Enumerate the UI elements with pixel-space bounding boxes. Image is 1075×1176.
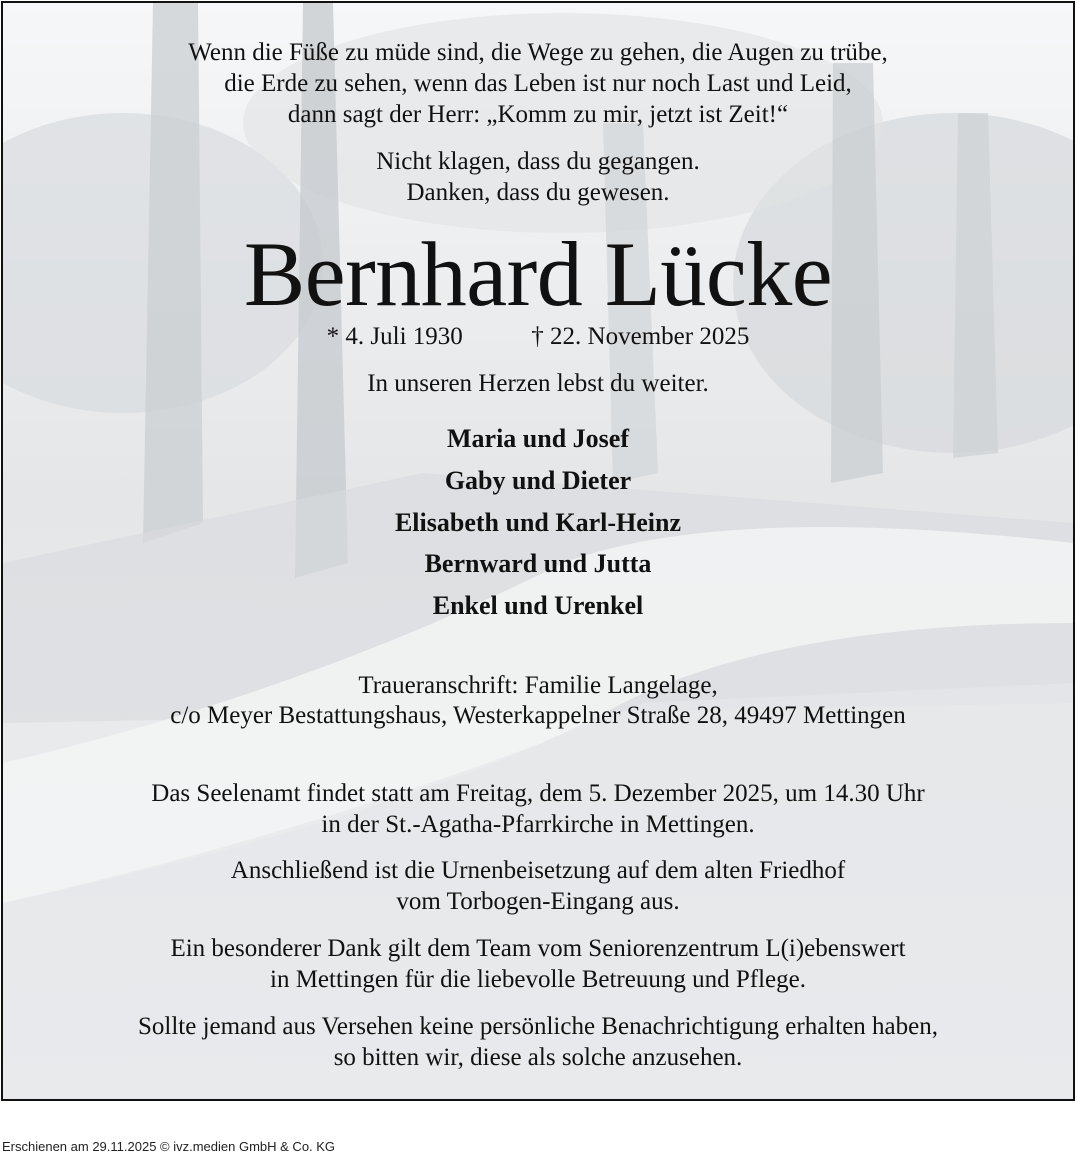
poem-line-2: die Erde zu sehen, wenn das Leben ist nur noch Last und Leid,	[224, 70, 852, 97]
burial-line-1: Anschließend ist die Urnenbeisetzung auf dem alten Friedhof	[230, 857, 846, 884]
family-member: Gaby und Dieter	[444, 466, 632, 495]
birth-date: * 4. Juli 1930	[326, 323, 463, 350]
address-line-1: Traueranschrift: Familie Langelage,	[358, 672, 718, 699]
family-member: Maria und Josef	[447, 424, 629, 453]
poem-line-1: Wenn die Füße zu müde sind, die Wege zu gehen, die Augen zu trübe,	[188, 39, 888, 66]
family-member: Elisabeth und Karl-Heinz	[394, 508, 682, 537]
obituary-notice	[1, 1, 1075, 1101]
family-member: Bernward und Jutta	[424, 549, 652, 578]
thanks-line-2: in Mettingen für die liebevolle Betreuung und Pflege.	[270, 966, 806, 993]
burial-line-2: vom Torbogen-Eingang aus.	[396, 888, 680, 915]
notification-line-2: so bitten wir, diese als solche anzusehen.	[333, 1044, 743, 1071]
quote-line-1: Nicht klagen, dass du gegangen.	[376, 148, 700, 175]
death-date: † 22. November 2025	[531, 323, 750, 350]
memorial-line: In unseren Herzen lebst du weiter.	[367, 370, 709, 397]
service-line-2: in der St.-Agatha-Pfarrkirche in Mettingen.	[321, 811, 755, 838]
family-member: Enkel und Urenkel	[432, 591, 644, 620]
address-line-2: c/o Meyer Bestattungshaus, Westerkappelner Straße 28, 49497 Mettingen	[170, 702, 906, 729]
notice-content	[3, 3, 1073, 1099]
life-dates	[3, 321, 1073, 352]
poem-line-3: dann sagt der Herr: „Komm zu mir, jetzt ist Zeit!“	[287, 101, 789, 128]
thanks-line-1: Ein besonderer Dank gilt dem Team vom Seniorenzentrum L(i)ebenswert	[170, 935, 906, 962]
notification-line-1: Sollte jemand aus Versehen keine persönliche Benachrichtigung erhalten haben,	[138, 1013, 938, 1040]
service-line-1: Das Seelenamt findet statt am Freitag, dem 5. Dezember 2025, um 14.30 Uhr	[151, 780, 925, 807]
deceased-name: Bernhard Lücke	[243, 223, 833, 325]
quote-line-2: Danken, dass du gewesen.	[406, 179, 670, 206]
publication-footer: Erschienen am 29.11.2025 © ivz.medien GmbH & Co. KG	[2, 1139, 336, 1154]
